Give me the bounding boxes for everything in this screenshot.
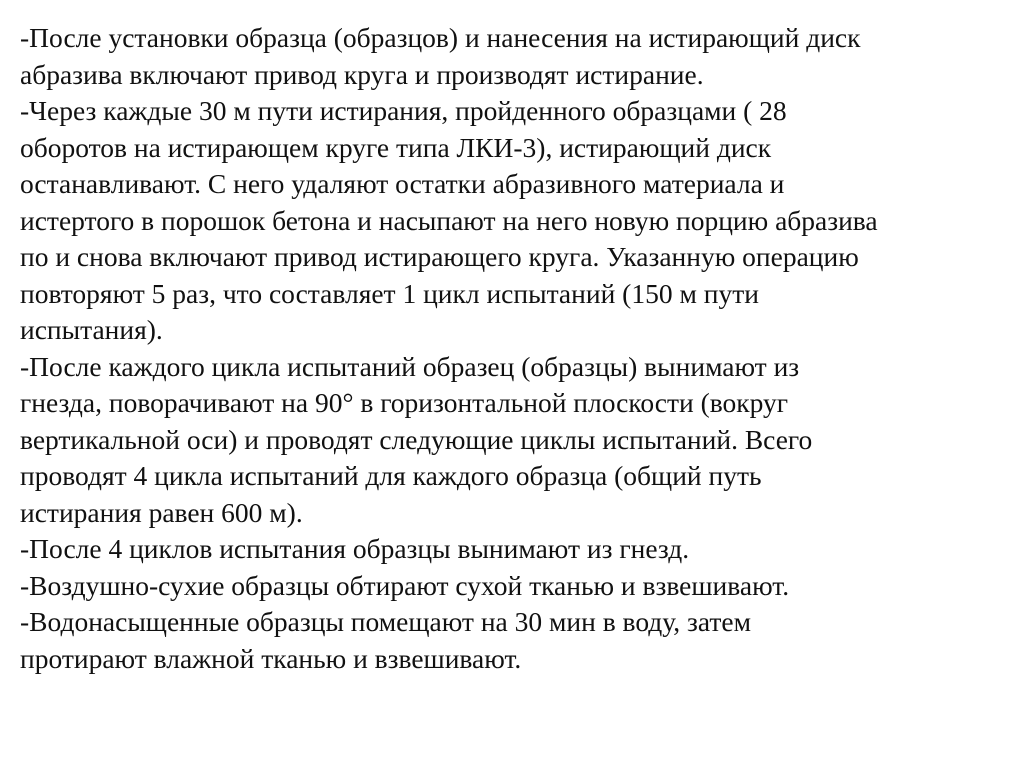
text-line: повторяют 5 раз, что составляет 1 цикл испытаний (150 м пути: [20, 277, 759, 309]
text-line: испытания).: [20, 314, 163, 345]
text-line: вертикальной оси) и проводят следующие циклы испытаний. Всего: [20, 423, 813, 455]
text-line: по и снова включают привод истирающего круга. Указанную операцию: [20, 241, 859, 272]
text-line: истертого в порошок бетона и насыпают на него новую порцию абразива: [20, 204, 878, 236]
text-line: проводят 4 цикла испытаний для каждого образца (общий путь: [20, 460, 762, 491]
text-line: гнезда, поворачивают на 90° в горизонтальной плоскости (вокруг: [20, 387, 789, 418]
text-line: истирания равен 600 м).: [20, 496, 303, 528]
procedure-text: [20, 20, 1010, 677]
text-line: -Водонасыщенные образцы помещают на 30 мин в воду, затем: [20, 606, 752, 637]
text-line: оборотов на истирающем круге типа ЛКИ-3), истирающий диск: [20, 131, 772, 163]
text-line: -После установки образца (образцов) и нанесения на истирающий диск: [20, 22, 861, 53]
text-line: останавливают. С него удаляют остатки абразивного материала и: [20, 168, 785, 199]
text-line: протирают влажной тканью и взвешивают.: [20, 642, 522, 674]
text-line: абразива включают привод круга и производят истирание.: [20, 58, 704, 90]
text-line: -После каждого цикла испытаний образец (образцы) вынимают из: [20, 350, 800, 382]
text-line: -Воздушно-сухие образцы обтирают сухой тканью и взвешивают.: [20, 569, 790, 601]
text-line: -После 4 циклов испытания образцы вынимают из гнезд.: [20, 533, 690, 564]
text-line: -Через каждые 30 м пути истирания, пройденного образцами ( 28: [20, 95, 787, 126]
